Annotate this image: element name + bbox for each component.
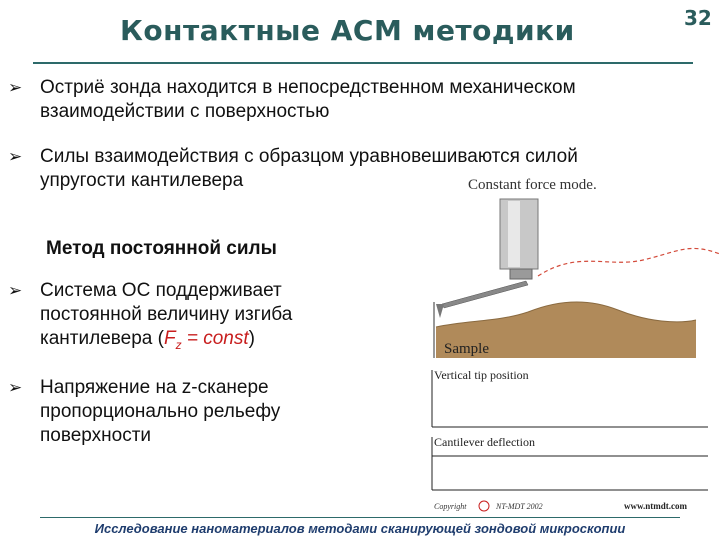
formula-subscript: z bbox=[175, 337, 182, 352]
formula-close: ) bbox=[248, 328, 255, 349]
company-label: NT-MDT 2002 bbox=[496, 502, 543, 511]
bullet-1 bbox=[8, 76, 720, 126]
arrow-bullet-icon: ➢ bbox=[8, 78, 23, 97]
bullet-line: Силы взаимодействия с образцом уравновешиваются силой bbox=[40, 146, 578, 167]
cantilever-deflection-label: Cantilever deflection bbox=[434, 435, 535, 449]
scanner-highlight bbox=[508, 201, 520, 267]
formula-symbol: F bbox=[163, 328, 176, 349]
vertical-tip-position-label: Vertical tip position bbox=[434, 368, 529, 382]
bullet-line: Напряжение на z-сканере bbox=[40, 377, 269, 398]
bullet-line: Остриё зонда находится в непосредственном механическом bbox=[40, 77, 576, 98]
cantilever bbox=[442, 281, 528, 308]
formula-rest: = const bbox=[181, 328, 249, 349]
copyright-icon bbox=[479, 501, 489, 511]
website-label: www.ntmdt.com bbox=[624, 501, 687, 511]
probe-tip bbox=[436, 304, 444, 318]
section-subheading: Метод постоянной силы bbox=[46, 238, 277, 259]
slide-number: 32 bbox=[684, 6, 712, 30]
footer-divider bbox=[40, 517, 680, 518]
bullet-line: пропорционально рельефу bbox=[40, 401, 281, 422]
copyright-label: Copyright bbox=[434, 502, 467, 511]
arrow-bullet-icon: ➢ bbox=[8, 147, 23, 166]
bullet-line: поверхности bbox=[40, 425, 152, 446]
bullet-line: постоянной величину изгиба bbox=[40, 304, 293, 325]
bullet-4 bbox=[8, 376, 408, 452]
bullet-line: взаимодействии с поверхностью bbox=[40, 101, 330, 122]
arrow-bullet-icon: ➢ bbox=[8, 378, 23, 397]
figure-heading: Constant force mode. bbox=[468, 177, 597, 193]
bullet-3 bbox=[8, 279, 408, 355]
bullet-line: Система ОС поддерживает bbox=[40, 280, 282, 301]
probe-mount bbox=[510, 269, 532, 279]
arrow-bullet-icon: ➢ bbox=[8, 281, 23, 300]
slide-footer: Исследование наноматериалов методами сканирующей зондовой микроскопии bbox=[94, 521, 626, 536]
bullet-line: упругости кантилевера bbox=[40, 170, 244, 191]
slide-title: Контактные АСМ методики bbox=[120, 14, 575, 47]
constant-force-mode-figure bbox=[428, 172, 720, 517]
title-divider bbox=[33, 62, 693, 64]
sample-label: Sample bbox=[444, 341, 489, 357]
scan-trajectory bbox=[538, 248, 720, 276]
bullet-line: кантилевера ( bbox=[40, 328, 164, 349]
